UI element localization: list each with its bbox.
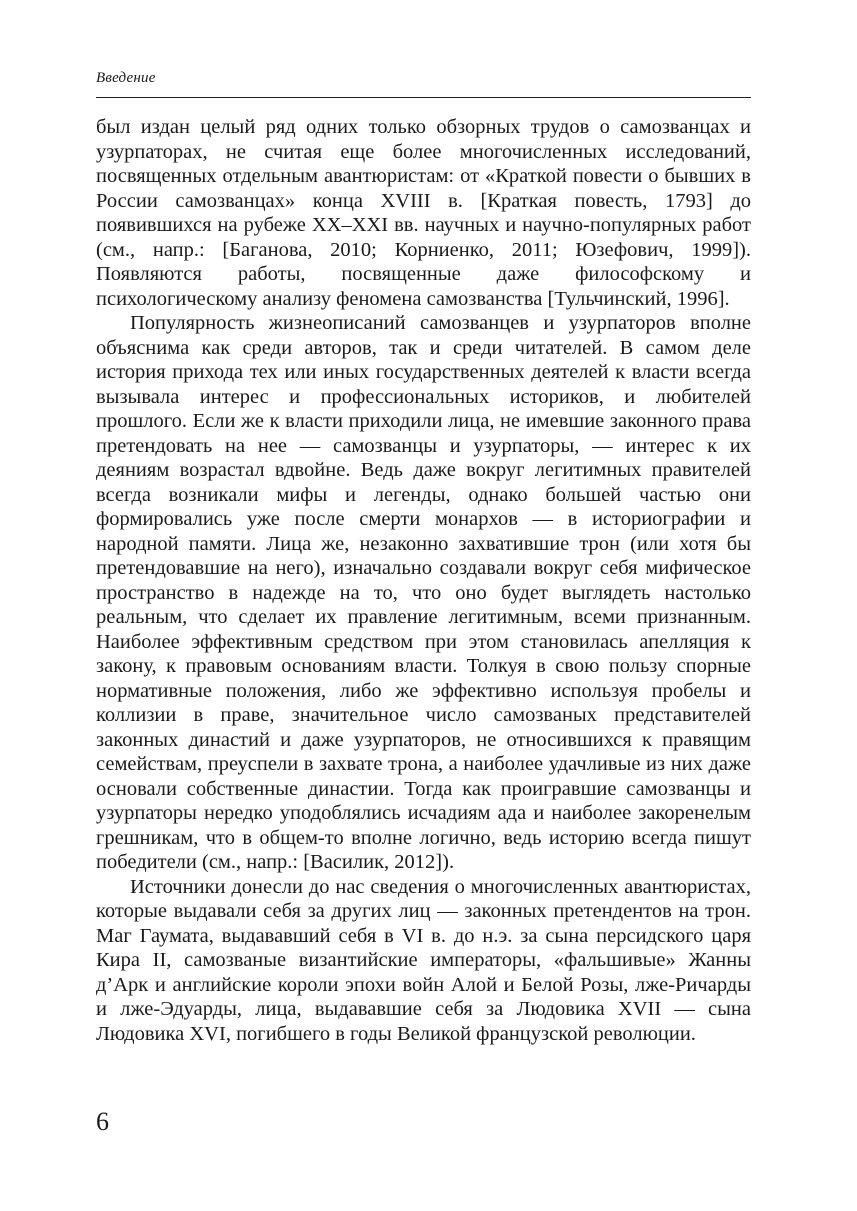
header-rule xyxy=(96,97,751,98)
body-text xyxy=(96,115,751,1046)
paragraph-1: был издан целый ряд одних только обзорных трудов о самозванцах и узурпаторах, не считая еще более многочисленных исследований, посвященных отдельным авантюристам: от «Краткой повести о бывших в России самозванцах» конца XVIII в. [Краткая повесть, 1793] до появившихся на рубеже XX–XXI вв. научных и научно-популярных работ (см., напр.: [Баганова, 2010; Корниенко, 2011; Юзефович, 1999]). Появляются работы, посвященные даже философскому и психологическому анализу феномена самозванства [Тульчинский, 1996]. xyxy=(96,116,751,310)
running-head-title: Введение xyxy=(96,70,156,86)
book-page xyxy=(96,0,751,1211)
paragraph-3: Источники донесли до нас сведения о многочисленных авантюристах, которые выдавали себя за других лиц — законных претендентов на трон. Маг Гаумата, выдававший себя в VI в. до н.э. за сына персидского царя Кира II, самозваные византийские императоры, «фальшивые» Жанны д’Арк и английские короли эпохи войн Алой и Белой Розы, лже-Ричарды и лже-Эдуарды, лица, выдававшие себя за Людовика XVII — сына Людовика XVI, погибшего в годы Великой французской революции. xyxy=(96,875,751,1045)
paragraph-2: Популярность жизнеописаний самозванцев и узурпаторов вполне объяснима как среди авторов, так и среди читателей. В самом деле история прихода тех или иных государственных деятелей к власти всегда вызывала интерес и профессиональных историков, и любителей прошлого. Если же к власти приходили лица, не имевшие законного права претендовать на нее — самозванцы и узурпаторы, — интерес к их деяниям возрастал вдвойне. Ведь даже вокруг легитимных правителей всегда возникали мифы и легенды, однако большей частью они формировались уже после смерти монархов — в историографии и народной памяти. Лица же, незаконно захватившие трон (или хотя бы претендовавшие на него), изначально создавали вокруг себя мифическое пространство в надежде на то, что оно будет выглядеть настолько реальным, что сделает их правление легитимным, всеми признанным. Наиболее эффективным средством при этом становилась апелляция к закону, к правовым основаниям власти. Толкуя в свою пользу спорные нормативные положения, либо же эффективно используя пробелы и коллизии в праве, значительное число самозваных представителей законных династий и даже узурпаторов, не относившихся к правящим семействам, преуспели в захвате трона, а наиболее удачливые из них даже основали собственные династии. Тогда как проигравшие самозванцы и узурпаторы нередко уподоблялись исчадиям ада и наиболее закоренелым грешникам, что в общем-то вполне логично, ведь историю всегда пишут победители (см., напр.: [Василик, 2012]). xyxy=(96,312,751,873)
page-number: 6 xyxy=(96,1107,109,1136)
